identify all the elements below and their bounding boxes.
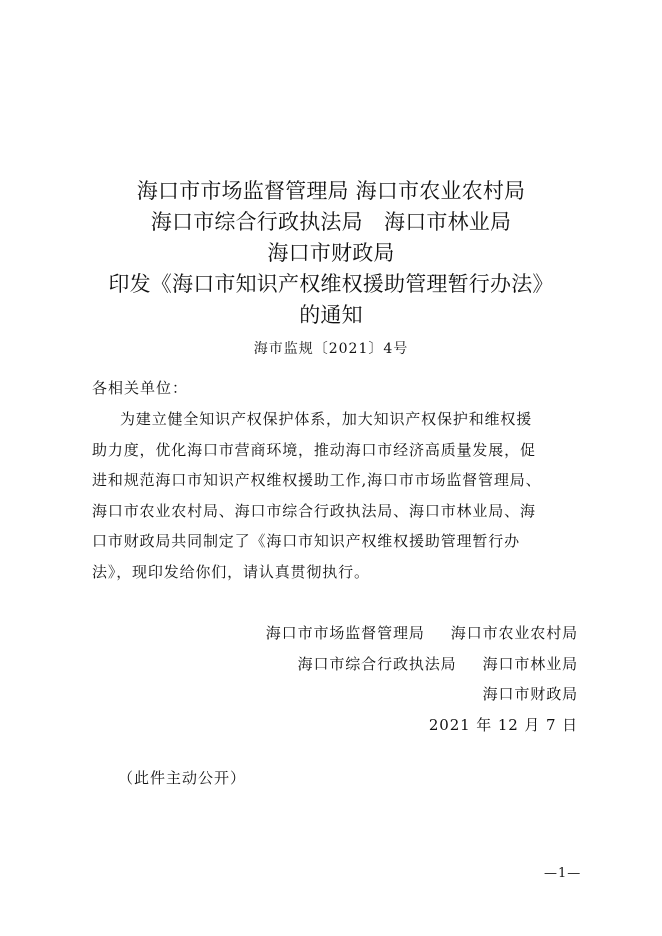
title-line: 海口市综合行政执法局 海口市林业局 bbox=[150, 210, 512, 234]
issuer-law-enforcement: 海口市综合行政执法局 bbox=[297, 654, 457, 673]
title-line: 海口市财政局 bbox=[267, 241, 395, 265]
body-paragraph bbox=[92, 404, 582, 587]
paragraph-line: 进和规范海口市知识产权维权援助工作,海口市市场监督管理局、 bbox=[92, 471, 542, 489]
salutation: 各相关单位： bbox=[92, 379, 189, 397]
title-line: 的通知 bbox=[299, 303, 363, 327]
issuer-agriculture: 海口市农业农村局 bbox=[450, 624, 578, 642]
paragraph-line: 海口市农业农村局、海口市综合行政执法局、海口市林业局、海 bbox=[92, 501, 536, 520]
paragraph-line: 助力度，优化海口市营商环境，推动海口市经济高质量发展，促 bbox=[92, 440, 536, 459]
signature-line bbox=[266, 649, 578, 680]
page-number: —1— bbox=[544, 866, 582, 881]
title-line: 印发《海口市知识产权维权援助管理暂行办法》 bbox=[108, 272, 554, 296]
paragraph-line: 法》，现印发给你们，请认真贯彻执行。 bbox=[92, 562, 370, 581]
issuer-finance: 海口市财政局 bbox=[482, 685, 578, 703]
paragraph-line: 为建立健全知识产权保护体系，加大知识产权保护和维权援 bbox=[120, 410, 533, 428]
issuer-market-supervision: 海口市市场监督管理局 bbox=[265, 624, 425, 642]
public-disclosure-note: （此件主动公开） bbox=[118, 769, 247, 787]
signature-line bbox=[266, 618, 578, 649]
document-title bbox=[0, 176, 662, 359]
issuer-forestry: 海口市林业局 bbox=[482, 654, 578, 673]
document-number: 海市监规〔2021〕4号 bbox=[253, 341, 409, 357]
signature-block bbox=[266, 618, 578, 740]
issue-date: 2021 年 12 月 7 日 bbox=[428, 715, 578, 734]
title-line: 海口市市场监督管理局 海口市农业农村局 bbox=[136, 179, 526, 203]
paragraph-line: 口市财政局共同制定了《海口市知识产权维权援助管理暂行办 bbox=[92, 532, 520, 550]
